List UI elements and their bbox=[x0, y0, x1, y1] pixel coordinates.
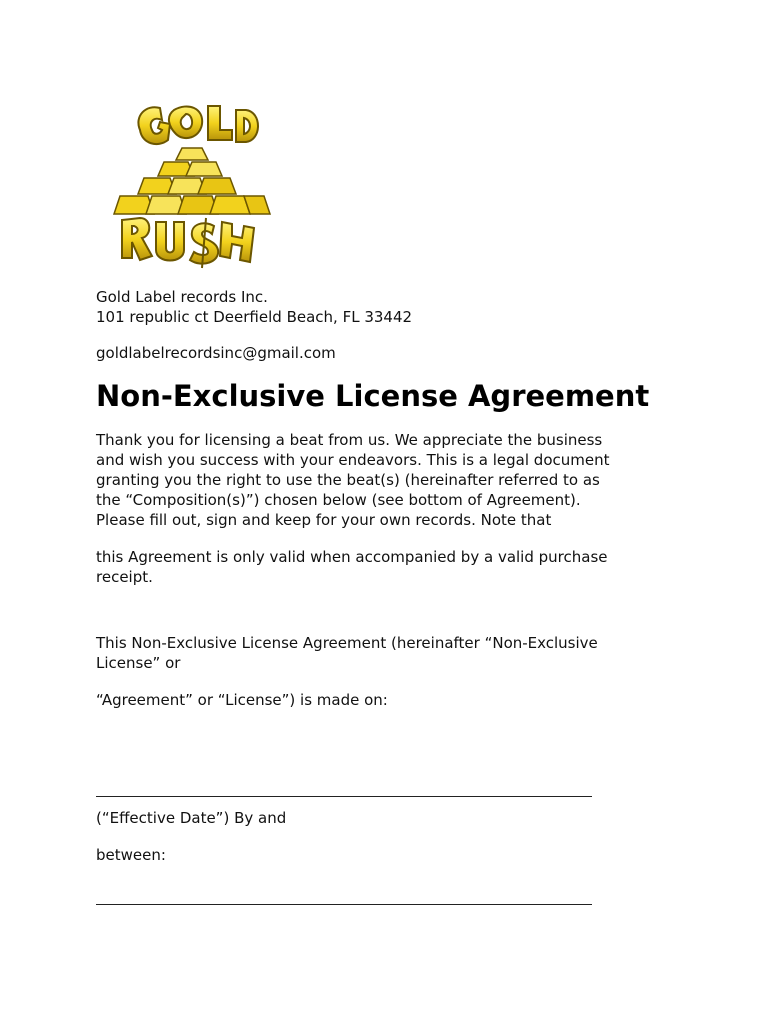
agreement-line-1: This Non-Exclusive License Agreement (hereinafter “Non-Exclusive bbox=[96, 634, 598, 652]
party-signature-line bbox=[96, 904, 592, 905]
validity-line-1: this Agreement is only valid when accompanied by a valid purchase bbox=[96, 548, 608, 566]
made-on-text: “Agreement” or “License”) is made on: bbox=[96, 691, 388, 709]
document-page bbox=[96, 0, 676, 1024]
effective-date-text: (“Effective Date”) By and bbox=[96, 809, 287, 827]
intro-line-2: and wish you success with your endeavors. This is a legal document bbox=[96, 451, 610, 469]
date-signature-line bbox=[96, 796, 592, 797]
agreement-line-2: License” or bbox=[96, 654, 181, 672]
intro-line-4: the “Composition(s)”) chosen below (see bottom of Agreement). bbox=[96, 491, 581, 509]
company-name: Gold Label records Inc. bbox=[96, 288, 268, 306]
company-email: goldlabelrecordsinc@gmail.com bbox=[96, 344, 336, 362]
intro-line-5: Please fill out, sign and keep for your own records. Note that bbox=[96, 511, 552, 529]
gold-rush-logo bbox=[104, 96, 280, 276]
between-text: between: bbox=[96, 846, 166, 864]
company-address: 101 republic ct Deerfield Beach, FL 33442 bbox=[96, 308, 413, 326]
intro-line-3: granting you the right to use the beat(s) (hereinafter referred to as bbox=[96, 471, 600, 489]
intro-line-1: Thank you for licensing a beat from us. We appreciate the business bbox=[96, 431, 603, 449]
document-title: Non-Exclusive License Agreement bbox=[96, 379, 650, 413]
gold-rush-logo-image bbox=[104, 96, 280, 276]
validity-line-2: receipt. bbox=[96, 568, 153, 586]
